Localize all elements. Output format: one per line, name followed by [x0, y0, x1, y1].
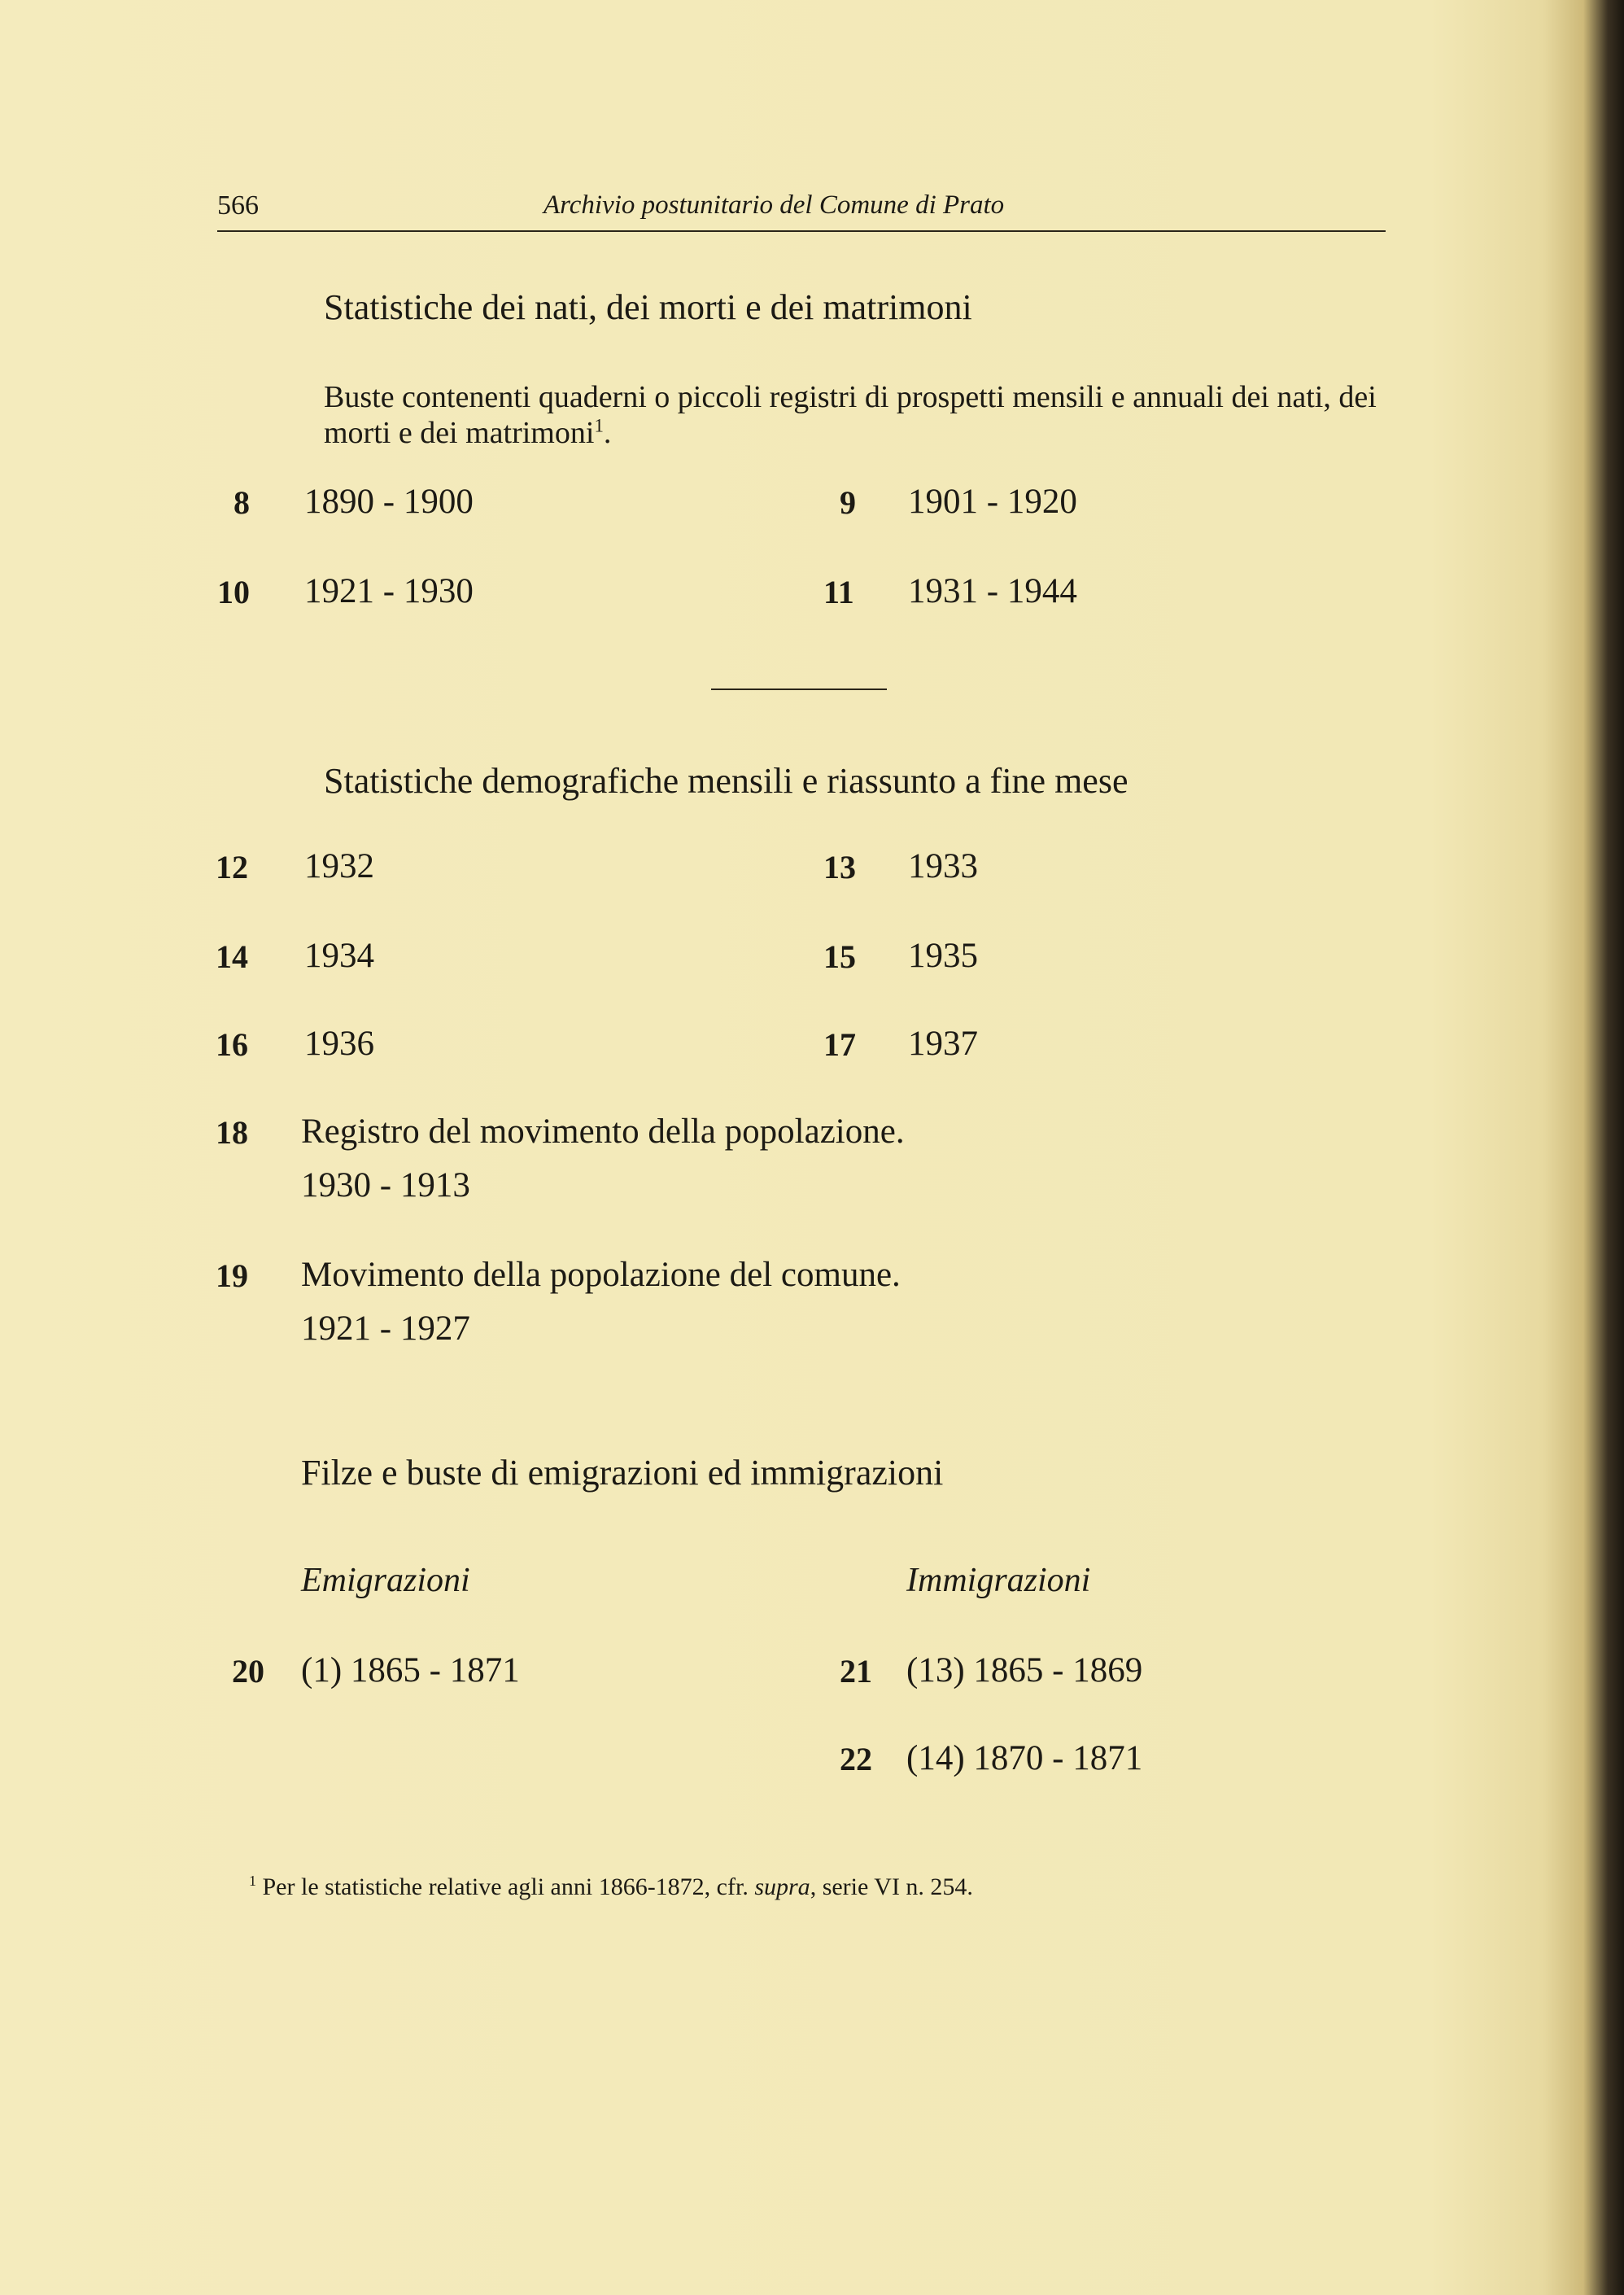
register-title: Movimento della popolazione del comune. [301, 1256, 901, 1294]
item-number: 17 [823, 1026, 856, 1063]
item-year: 1933 [908, 847, 978, 885]
immigration-heading: Immigrazioni [906, 1562, 1091, 1599]
immigration-entry: (13) 1865 - 1869 [906, 1651, 1143, 1690]
footnote: $^1$ Per le statistiche relative agli anni 1866-1872, cfr. supra, serie VI n. 254. [249, 1873, 973, 1900]
item-year: 1932 [304, 847, 374, 885]
section-description: Buste contenenti quaderni o piccoli registri di prospetti mensili e annuali dei nati, dei morti e dei matrimoni$^1$. [324, 380, 1377, 450]
item-number: 13 [823, 849, 856, 885]
section-title-migration: Filze e buste di emigrazioni ed immigrazioni [301, 1453, 944, 1493]
page-number: 566 [217, 190, 259, 221]
running-title: Archivio postunitario del Comune di Prato [544, 190, 1005, 220]
item-number: 11 [823, 574, 854, 610]
item-number: 21 [840, 1653, 872, 1690]
item-number: 10 [217, 574, 250, 610]
item-number: 8 [234, 484, 250, 521]
item-number: 18 [216, 1114, 248, 1151]
section-title-vital-stats: Statistiche dei nati, dei morti e dei matrimoni [324, 287, 972, 327]
item-year: 1934 [304, 937, 374, 975]
item-number: 20 [232, 1653, 264, 1690]
item-years: 1921 - 1930 [304, 572, 474, 610]
header-rule [217, 230, 1386, 232]
section-title-demographic: Statistiche demografiche mensili e riassunto a fine mese [324, 761, 1129, 801]
item-number: 12 [216, 849, 248, 885]
item-number: 9 [840, 484, 856, 521]
item-years: 1931 - 1944 [908, 572, 1077, 610]
item-number: 16 [216, 1026, 248, 1063]
register-years: 1930 - 1913 [301, 1166, 470, 1204]
item-number: 14 [216, 938, 248, 975]
immigration-entry: (14) 1870 - 1871 [906, 1739, 1143, 1777]
register-years: 1921 - 1927 [301, 1309, 470, 1348]
footnote-ref: 1 [594, 415, 604, 436]
item-number: 19 [216, 1257, 248, 1294]
section-divider [711, 688, 887, 690]
item-number: 15 [823, 938, 856, 975]
item-years: 1890 - 1900 [304, 483, 474, 521]
emigration-heading: Emigrazioni [301, 1562, 470, 1599]
footnote-marker: 1 [249, 1873, 256, 1889]
item-year: 1936 [304, 1025, 374, 1063]
emigration-entry: (1) 1865 - 1871 [301, 1651, 520, 1690]
item-year: 1937 [908, 1025, 978, 1063]
register-title: Registro del movimento della popolazione. [301, 1113, 905, 1151]
item-number: 22 [840, 1741, 872, 1777]
item-years: 1901 - 1920 [908, 483, 1077, 521]
item-year: 1935 [908, 937, 978, 975]
